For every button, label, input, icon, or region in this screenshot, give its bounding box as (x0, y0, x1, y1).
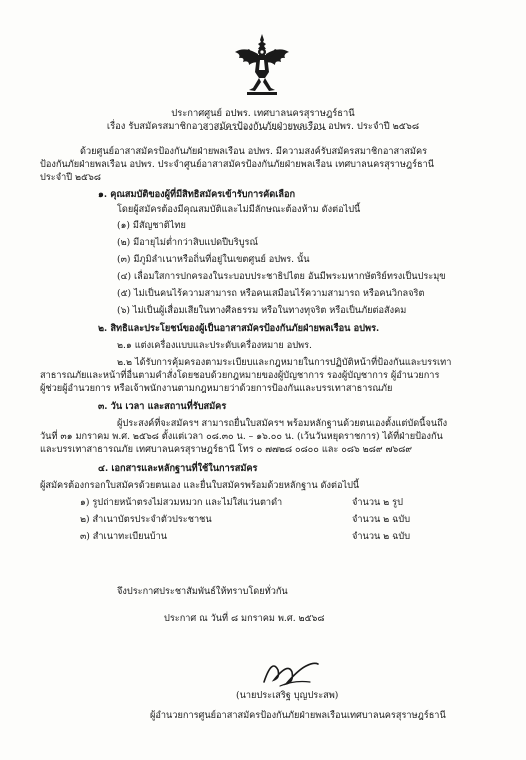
qualification-item: (๒) มีอายุไม่ต่ำกว่าสิบแปดปีบริบูรณ์ (117, 237, 258, 248)
section-3-line-1: ผู้ประสงค์ที่จะสมัครฯ สามารถยื่นใบสมัครฯ พร้อมหลักฐานด้วยตนเองตั้งแต่บัดนี้จนถึง (117, 418, 448, 429)
signatory-name: (นายประเสริฐ บุญประสพ) (236, 690, 339, 701)
garuda-emblem-icon (233, 32, 291, 98)
announcement-title: ประกาศศูนย์ อปพร. เทศบาลนครสุราษฎร์ธานี (171, 108, 355, 119)
document-item-qty: จำนวน ๒ ฉบับ (352, 514, 411, 525)
section-2-item-2-line-1: ๒.๒ ได้รับการคุ้มครองตามระเบียบและกฎหมายในการปฏิบัติหน้าที่ป้องกันและบรรเทา (117, 357, 452, 368)
section-2-item-1: ๒.๑ แต่งเครื่องแบบและประดับเครื่องหมาย อปพร. (117, 340, 312, 351)
qualification-item: (๖) ไม่เป็นผู้เสื่อมเสียในทางศีลธรรม หรือในทางทุจริต หรือเป็นภัยต่อสังคม (117, 305, 407, 316)
intro-line-2: ป้องกันภัยฝ่ายพลเรือน อปพร. ประจำศูนย์อาสาสมัครป้องกันภัยฝ่ายพลเรือน เทศบาลนครสุราษฎร์ธานี (40, 159, 435, 170)
title-divider (200, 129, 326, 130)
section-3-heading: ๓. วัน เวลา และสถานที่รับสมัคร (98, 401, 227, 412)
intro-line-3: ประจำปี ๒๕๖๘ (40, 172, 101, 183)
section-3-line-3: และบรรเทาสาธารณภัย เทศบาลนครสุราษฎร์ธานี โทร ๐ ๗๗๒๘ ๐๘๐๐ และ ๐๘๖ ๒๘๙ ๗๖๘๙ (40, 444, 413, 455)
signature-icon (258, 652, 324, 692)
document-item-label: ๑) รูปถ่ายหน้าตรงไม่สวมหมวก และไม่ใส่แว่นตาดำ (80, 497, 283, 508)
document-item-qty: จำนวน ๒ ฉบับ (352, 531, 411, 542)
section-1-lead: โดยผู้สมัครต้องมีคุณสมบัติและไม่มีลักษณะต้องห้าม ดังต่อไปนี้ (117, 204, 361, 215)
qualification-item: (๓) มีภูมิลำเนาหรือถิ่นที่อยู่ในเขตศูนย์ อปพร. นั้น (117, 254, 310, 265)
section-1-heading: ๑. คุณสมบัติของผู้ที่มีสิทธิสมัครเข้ารับการคัดเลือก (98, 189, 296, 200)
document-item-label: ๓) สำเนาทะเบียนบ้าน (80, 531, 168, 542)
qualification-item: (๑) มีสัญชาติไทย (117, 220, 186, 231)
document-item-qty: จำนวน ๒ รูป (352, 497, 403, 508)
qualification-item: (๕) ไม่เป็นคนไร้ความสามารถ หรือคนเสมือนไร้ความสามารถ หรือคนวิกลจริต (117, 288, 425, 299)
signatory-position: ผู้อำนวยการศูนย์อาสาสมัครป้องกันภัยฝ่ายพลเรือนเทศบาลนครสุราษฎร์ธานี (150, 710, 446, 721)
section-2-heading: ๒. สิทธิและประโยชน์ของผู้เป็นอาสาสมัครป้องกันภัยฝ่ายพลเรือน อปพร. (98, 323, 380, 334)
section-2-item-2-line-2: สาธารณภัยและหน้าที่อื่นตามคำสั่งโดยชอบด้วยกฎหมายของผู้บัญชาการ รองผู้บัญชาการ ผู้อำนวยการ (40, 370, 440, 381)
section-3-line-2: วันที่ ๓๑ มกราคม พ.ศ. ๒๕๖๘ ตั้งแต่เวลา ๐๘.๓๐ น. – ๑๖.๐๐ น. (เว้นวันหยุดราชการ) ได้ที่ฝ่ายป้องกัน (40, 431, 443, 442)
announcement-subject: เรื่อง รับสมัครสมาชิกอาสาสมัครป้องกันภัยฝ่ายพลเรือน อปพร. ประจำปี ๒๕๖๘ (106, 121, 420, 132)
intro-line-1: ด้วยศูนย์อาสาสมัครป้องกันภัยฝ่ายพลเรือน อปพร. มีความสงค์รับสมัครสมาชิกอาสาสมัคร (80, 146, 428, 157)
section-4-heading: ๔. เอกสารและหลักฐานที่ใช้ในการสมัคร (98, 463, 258, 474)
announcement-date: ประกาศ ณ วันที่ ๘ มกราคม พ.ศ. ๒๕๖๘ (164, 613, 325, 624)
closing-statement: จึงประกาศประชาสัมพันธ์ให้ทราบโดยทั่วกัน (117, 586, 288, 597)
qualification-item: (๔) เลื่อมใสการปกครองในระบอบประชาธิปไตย อันมีพระมหากษัตริย์ทรงเป็นประมุข (117, 271, 446, 282)
section-4-lead: ผู้สมัครต้องกรอกใบสมัครด้วยตนเอง และยื่นใบสมัครพร้อมด้วยหลักฐาน ดังต่อไปนี้ (40, 480, 360, 491)
document-item-label: ๒) สำเนาบัตรประจำตัวประชาชน (80, 514, 212, 525)
section-2-item-2-line-3: ผู้ช่วยผู้อำนวยการ หรือเจ้าพนักงานตามกฎหมายว่าด้วยการป้องกันและบรรเทาสาธารณภัย (40, 383, 393, 394)
